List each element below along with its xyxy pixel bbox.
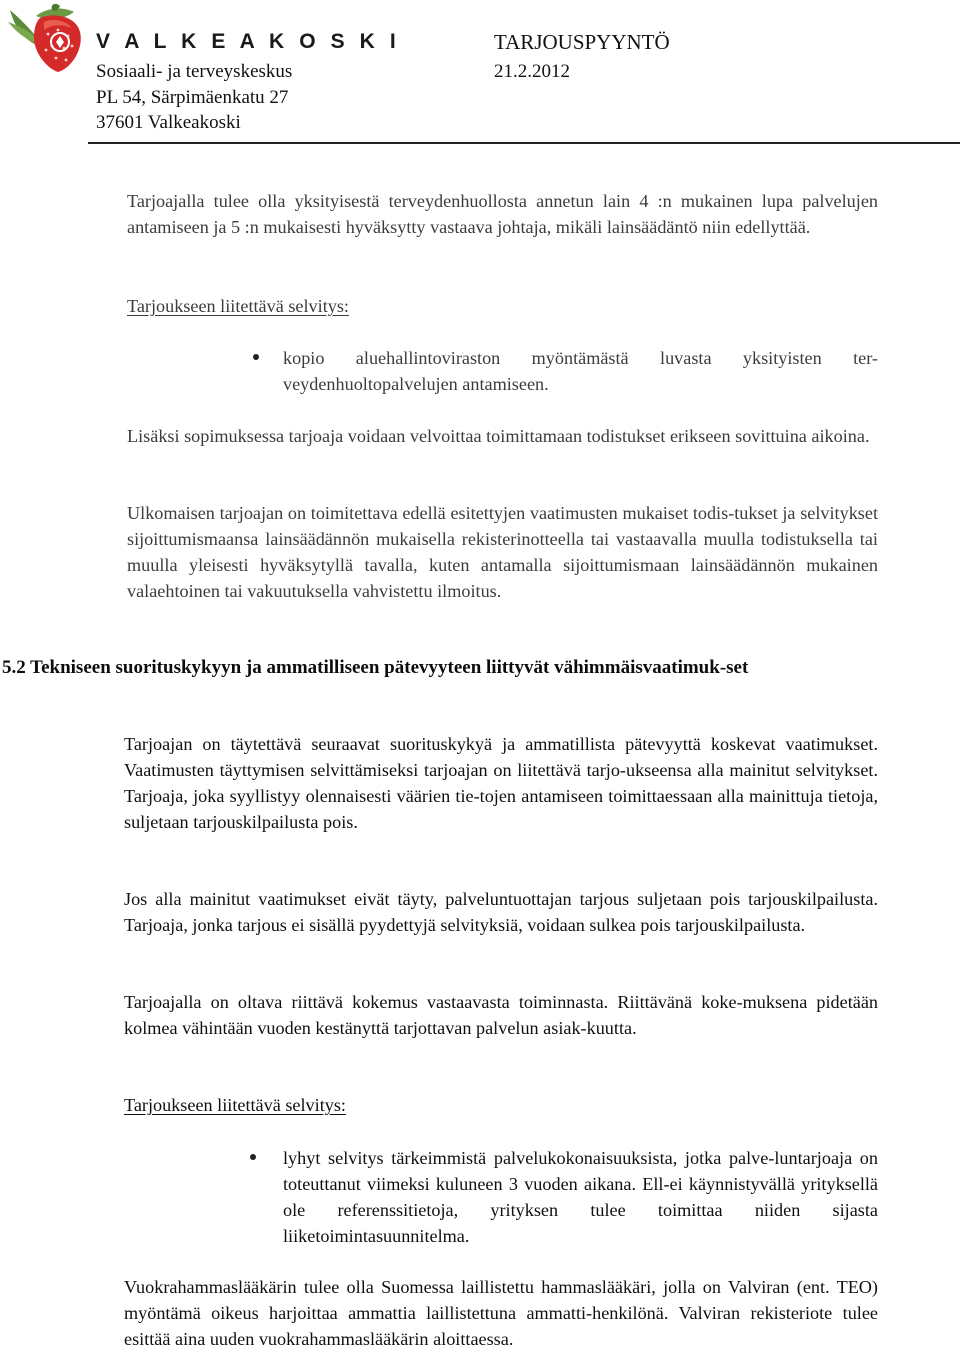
paragraph-experience: Tarjoajalla on oltava riittävä kokemus vastaavasta toiminnasta. Riittävänä koke-muksena pidetään kolmea vähintään vuoden kestänyttä tarjottavan palvelun asiak-kuutta. (124, 992, 878, 1038)
bullet-dot (250, 1154, 256, 1160)
paragraph-capability-requirements: Tarjoajan on täytettävä seuraavat suorituskykyä ja ammatillista pätevyyttä koskevat vaatimukset. Vaatimusten täyttymisen selvittämiseksi tarjoajan on liitettävä tarjo-ukseensa alla mainitut selvitykset. Tarjoaja, joka syyllistyy olennaisesti väärien tie-tojen antamiseen toimittaessaan alla mainittuja tietoja, suljetaan tarjouskilpailusta pois. (124, 734, 878, 832)
paragraph-certificates: Lisäksi sopimuksessa tarjoaja voidaan velvoittaa toimittamaan todistukset erikseen sovittuina aikoina. (127, 426, 870, 446)
strawberry-crest-icon (6, 2, 90, 76)
bullet-item-references: lyhyt selvitys tärkeimmistä palvelukokonaisuuksista, jotka palve-luntarjoaja on toteuttanut viimeksi kuluneen 3 vuoden aikana. Ell-ei käynnistyvällä yrityksellä ole referenssitietoja, yrityksen tulee toimittaa niiden sijasta liiketoimintasuunnitelma. (283, 1148, 878, 1246)
bullet-item-permit-copy: kopio aluehallintoviraston myöntämästä luvasta yksityisten ter-veydenhuoltopalvelujen antamiseen. (283, 348, 878, 394)
header-divider (88, 142, 960, 144)
address-line-2: 37601 Valkeakoski (96, 112, 241, 133)
paragraph-exclusion: Jos alla mainitut vaatimukset eivät täyty, palveluntuottajan tarjous suljetaan pois tarjouskilpailusta. Tarjoaja, jonka tarjous ei sisällä pyydettyjä selvityksiä, voidaan sulkea pois tarjouskilpailusta. (124, 889, 878, 935)
department-name: Sosiaali- ja terveyskeskus (96, 61, 293, 82)
section-heading-5-2: 5.2 Tekniseen suorituskykyyn ja ammatilliseen pätevyyteen liittyvät vähimmäisvaatimuk-set (2, 657, 749, 678)
document-title: TARJOUSPYYNTÖ (494, 30, 670, 54)
paragraph-foreign-tenderer: Ulkomaisen tarjoajan on toimitettava edellä esitettyjen vaatimusten mukaiset todis-tukset ja selvitykset sijoittumismaansa lainsäädännön mukaisella rekisterinotteella tai vastaavalla muulla todistuksella tai muulla yleisesti hyväksytyllä tavalla, kuten antamalla sijoittumismaan lainsäädännön mukainen valaehtoinen tai vakuutuksella vahvistettu ilmoitus. (127, 503, 878, 601)
attachment-label-2: Tarjoukseen liitettävä selvitys: (124, 1095, 346, 1115)
attachment-label-1: Tarjoukseen liitettävä selvitys: (127, 296, 349, 316)
paragraph-rental-dentist: Vuokrahammaslääkärin tulee olla Suomessa laillistettu hammaslääkäri, jolla on Valviran (ent. TEO) myöntämä oikeus harjoittaa ammattia laillistettuna ammatti-henkilönä. Valviran rekisteriote tulee esittää aina uuden vuokrahammaslääkärin aloittaessa. (124, 1277, 878, 1349)
document-date: 21.2.2012 (494, 61, 570, 82)
paragraph-license-requirement: Tarjoajalla tulee olla yksityisestä terveydenhuollosta annetun lain 4 :n mukainen lupa palvelujen antamiseen ja 5 :n mukaisesti hyväksytty vastaava johtaja, mikäli lainsäädäntö niin edellyttää. (127, 191, 878, 237)
org-name: V A L K E A K O S K I (96, 30, 401, 53)
address-line-1: PL 54, Särpimäenkatu 27 (96, 87, 289, 108)
bullet-dot (253, 354, 259, 360)
